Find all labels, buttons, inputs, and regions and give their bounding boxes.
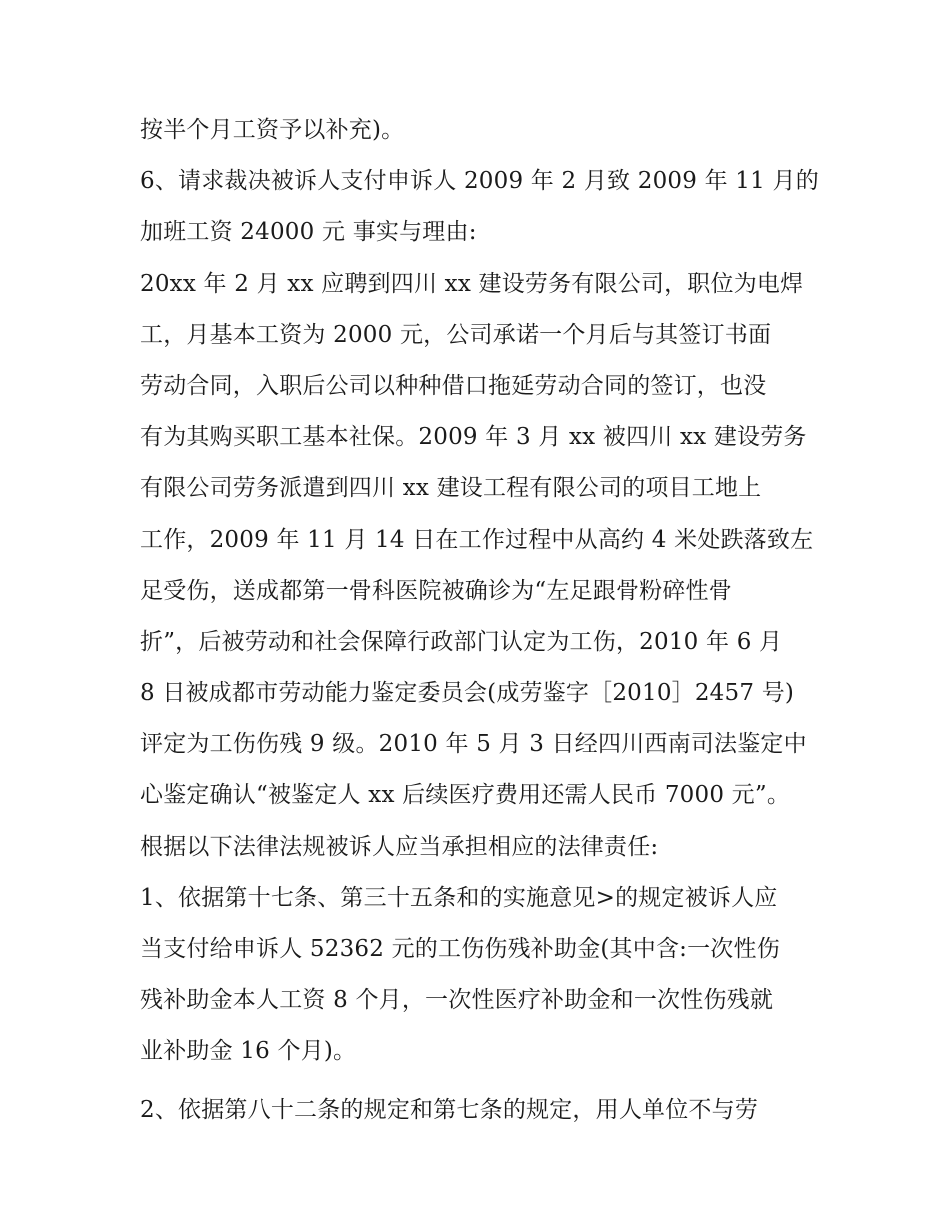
text-line: 根据以下法律法规被诉人应当承担相应的法律责任:: [140, 833, 659, 860]
text-line: 残补助金本人工资 8 个月，一次性医疗补助金和一次性伤残就: [140, 987, 774, 1014]
text-line: 心鉴定确认“被鉴定人 xx 后续医疗费用还需人民币 7000 元”。: [140, 782, 791, 809]
text-line: 8 日被成都市劳动能力鉴定委员会(成劳鉴字［2010］2457 号): [140, 680, 795, 707]
text-line: 有限公司劳务派遣到四川 xx 建设工程有限公司的项目工地上: [140, 475, 762, 502]
text-line: 工，月基本工资为 2000 元，公司承诺一个月后与其签订书面: [140, 321, 772, 348]
text-line: 业补助金 16 个月)。: [140, 1038, 357, 1065]
text-line: 有为其购买职工基本社保。2009 年 3 月 xx 被四川 xx 建设劳务: [140, 424, 807, 451]
text-line: 工作，2009 年 11 月 14 日在工作过程中从高约 4 米处跌落致左: [140, 526, 814, 553]
text-line: 按半个月工资予以补充)。: [140, 117, 405, 143]
text-line: 评定为工伤伤残 9 级。2010 年 5 月 3 日经四川西南司法鉴定中: [140, 731, 807, 758]
text-line: 6、请求裁决被诉人支付申诉人 2009 年 2 月致 2009 年 11 月的: [140, 168, 819, 195]
text-line: 劳动合同，入职后公司以种种借口拖延劳动合同的签订，也没: [140, 372, 767, 399]
text-line: 1、依据第十七条、第三十五条和的实施意见>的规定被诉人应: [140, 884, 778, 911]
text-line: 当支付给申诉人 52362 元的工伤伤残补助金(其中含:一次性伤: [140, 936, 780, 962]
text-line: 折”，后被劳动和社会保障行政部门认定为工伤，2010 年 6 月: [140, 628, 783, 655]
document-body: [140, 108, 820, 1139]
text-line: 足受伤，送成都第一骨科医院被确诊为“左足跟骨粉碎性骨: [140, 577, 732, 604]
text-line: 加班工资 24000 元 事实与理由:: [140, 219, 477, 246]
text-line: 2、依据第八十二条的规定和第七条的规定，用人单位不与劳: [140, 1096, 759, 1123]
text-line: 20xx 年 2 月 xx 应聘到四川 xx 建设劳务有限公司，职位为电焊: [140, 270, 804, 297]
